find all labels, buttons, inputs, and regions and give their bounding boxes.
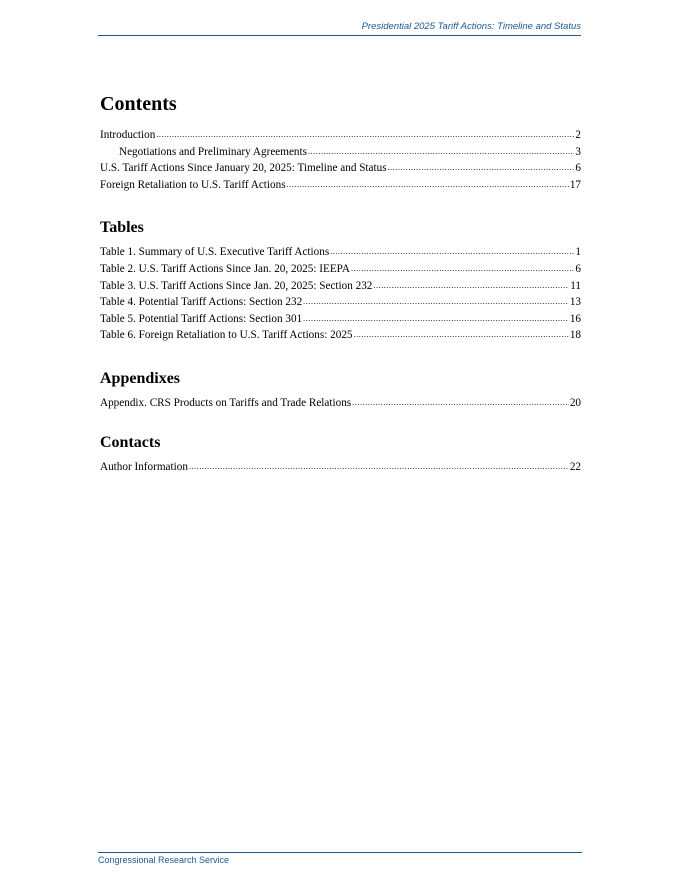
tables-heading: Tables: [100, 219, 144, 237]
toc-entry-title: Table 3. U.S. Tariff Actions Since Jan. 20, 2025: Section 232: [100, 279, 373, 292]
toc-entry-table-4[interactable]: [100, 294, 581, 311]
dot-leader: [308, 143, 574, 160]
contacts-list: [100, 459, 581, 476]
toc-entry-page: 22: [569, 460, 581, 473]
toc-entry-table-6[interactable]: [100, 327, 581, 344]
toc-entry-introduction[interactable]: [100, 127, 581, 144]
toc-entry-table-3[interactable]: [100, 278, 581, 295]
running-footer: Congressional Research Service: [98, 852, 582, 866]
toc-entry-table-2[interactable]: [100, 261, 581, 278]
toc-entry-title: Author Information: [100, 460, 188, 473]
contents-heading: Contents: [100, 93, 177, 115]
appendixes-list: [100, 395, 581, 412]
dot-leader: [351, 260, 574, 277]
dot-leader: [354, 326, 569, 343]
toc-entry-author-information[interactable]: [100, 459, 581, 476]
toc-entry-title: Table 2. U.S. Tariff Actions Since Jan. 20, 2025: IEEPA: [100, 262, 350, 275]
toc-entry-negotiations[interactable]: [100, 144, 581, 161]
toc-entry-title: Table 4. Potential Tariff Actions: Section 232: [100, 296, 303, 309]
toc-entry-title: Negotiations and Preliminary Agreements: [119, 145, 307, 158]
appendixes-heading: Appendixes: [100, 369, 181, 387]
toc-entry-page: 13: [569, 296, 581, 309]
toc-entry-title: Table 1. Summary of U.S. Executive Tariff Actions: [100, 246, 330, 259]
toc-entry-appendix[interactable]: [100, 395, 581, 412]
toc-entry-page: 6: [575, 162, 581, 175]
toc-entry-foreign-retaliation[interactable]: [100, 177, 581, 194]
toc-entry-us-tariff-actions[interactable]: [100, 160, 581, 177]
dot-leader: [352, 394, 569, 411]
toc-entry-page: 20: [569, 396, 581, 409]
dot-leader: [330, 243, 574, 260]
contacts-heading: Contacts: [100, 433, 161, 451]
tables-list: [100, 244, 581, 344]
dot-leader: [287, 176, 569, 193]
toc-entry-page: 2: [575, 129, 581, 141]
dot-leader: [303, 293, 569, 310]
spacer: [100, 344, 581, 368]
toc-entry-table-5[interactable]: [100, 311, 581, 328]
dot-leader: [373, 277, 569, 294]
dot-leader: [189, 458, 569, 475]
toc-entry-page: 1: [575, 246, 581, 259]
toc-entry-page: 3: [575, 145, 581, 158]
toc-entry-title: U.S. Tariff Actions Since January 20, 2025: Timeline and Status: [100, 162, 387, 175]
toc-entry-title: Table 5. Potential Tariff Actions: Section 301: [100, 312, 303, 325]
toc-entry-page: 6: [575, 262, 581, 275]
contents-list: [100, 127, 581, 193]
toc-entry-page: 18: [569, 329, 581, 342]
spacer: [100, 412, 581, 432]
toc-entry-page: 11: [570, 279, 581, 292]
dot-leader: [156, 126, 574, 143]
toc-entry-title: Appendix. CRS Products on Tariffs and Trade Relations: [100, 396, 352, 409]
toc-entry-page: 16: [569, 312, 581, 325]
spacer: [100, 193, 581, 217]
toc-entry-table-1[interactable]: [100, 244, 581, 261]
toc-entry-page: 17: [569, 178, 581, 191]
table-of-contents: [100, 90, 581, 475]
dot-leader: [303, 310, 569, 327]
toc-entry-title: Introduction: [100, 129, 156, 141]
running-header: Presidential 2025 Tariff Actions: Timeline and Status: [98, 20, 581, 36]
toc-entry-title: Foreign Retaliation to U.S. Tariff Actions: [100, 178, 286, 191]
dot-leader: [388, 159, 575, 176]
toc-entry-title: Table 6. Foreign Retaliation to U.S. Tariff Actions: 2025: [100, 329, 353, 342]
